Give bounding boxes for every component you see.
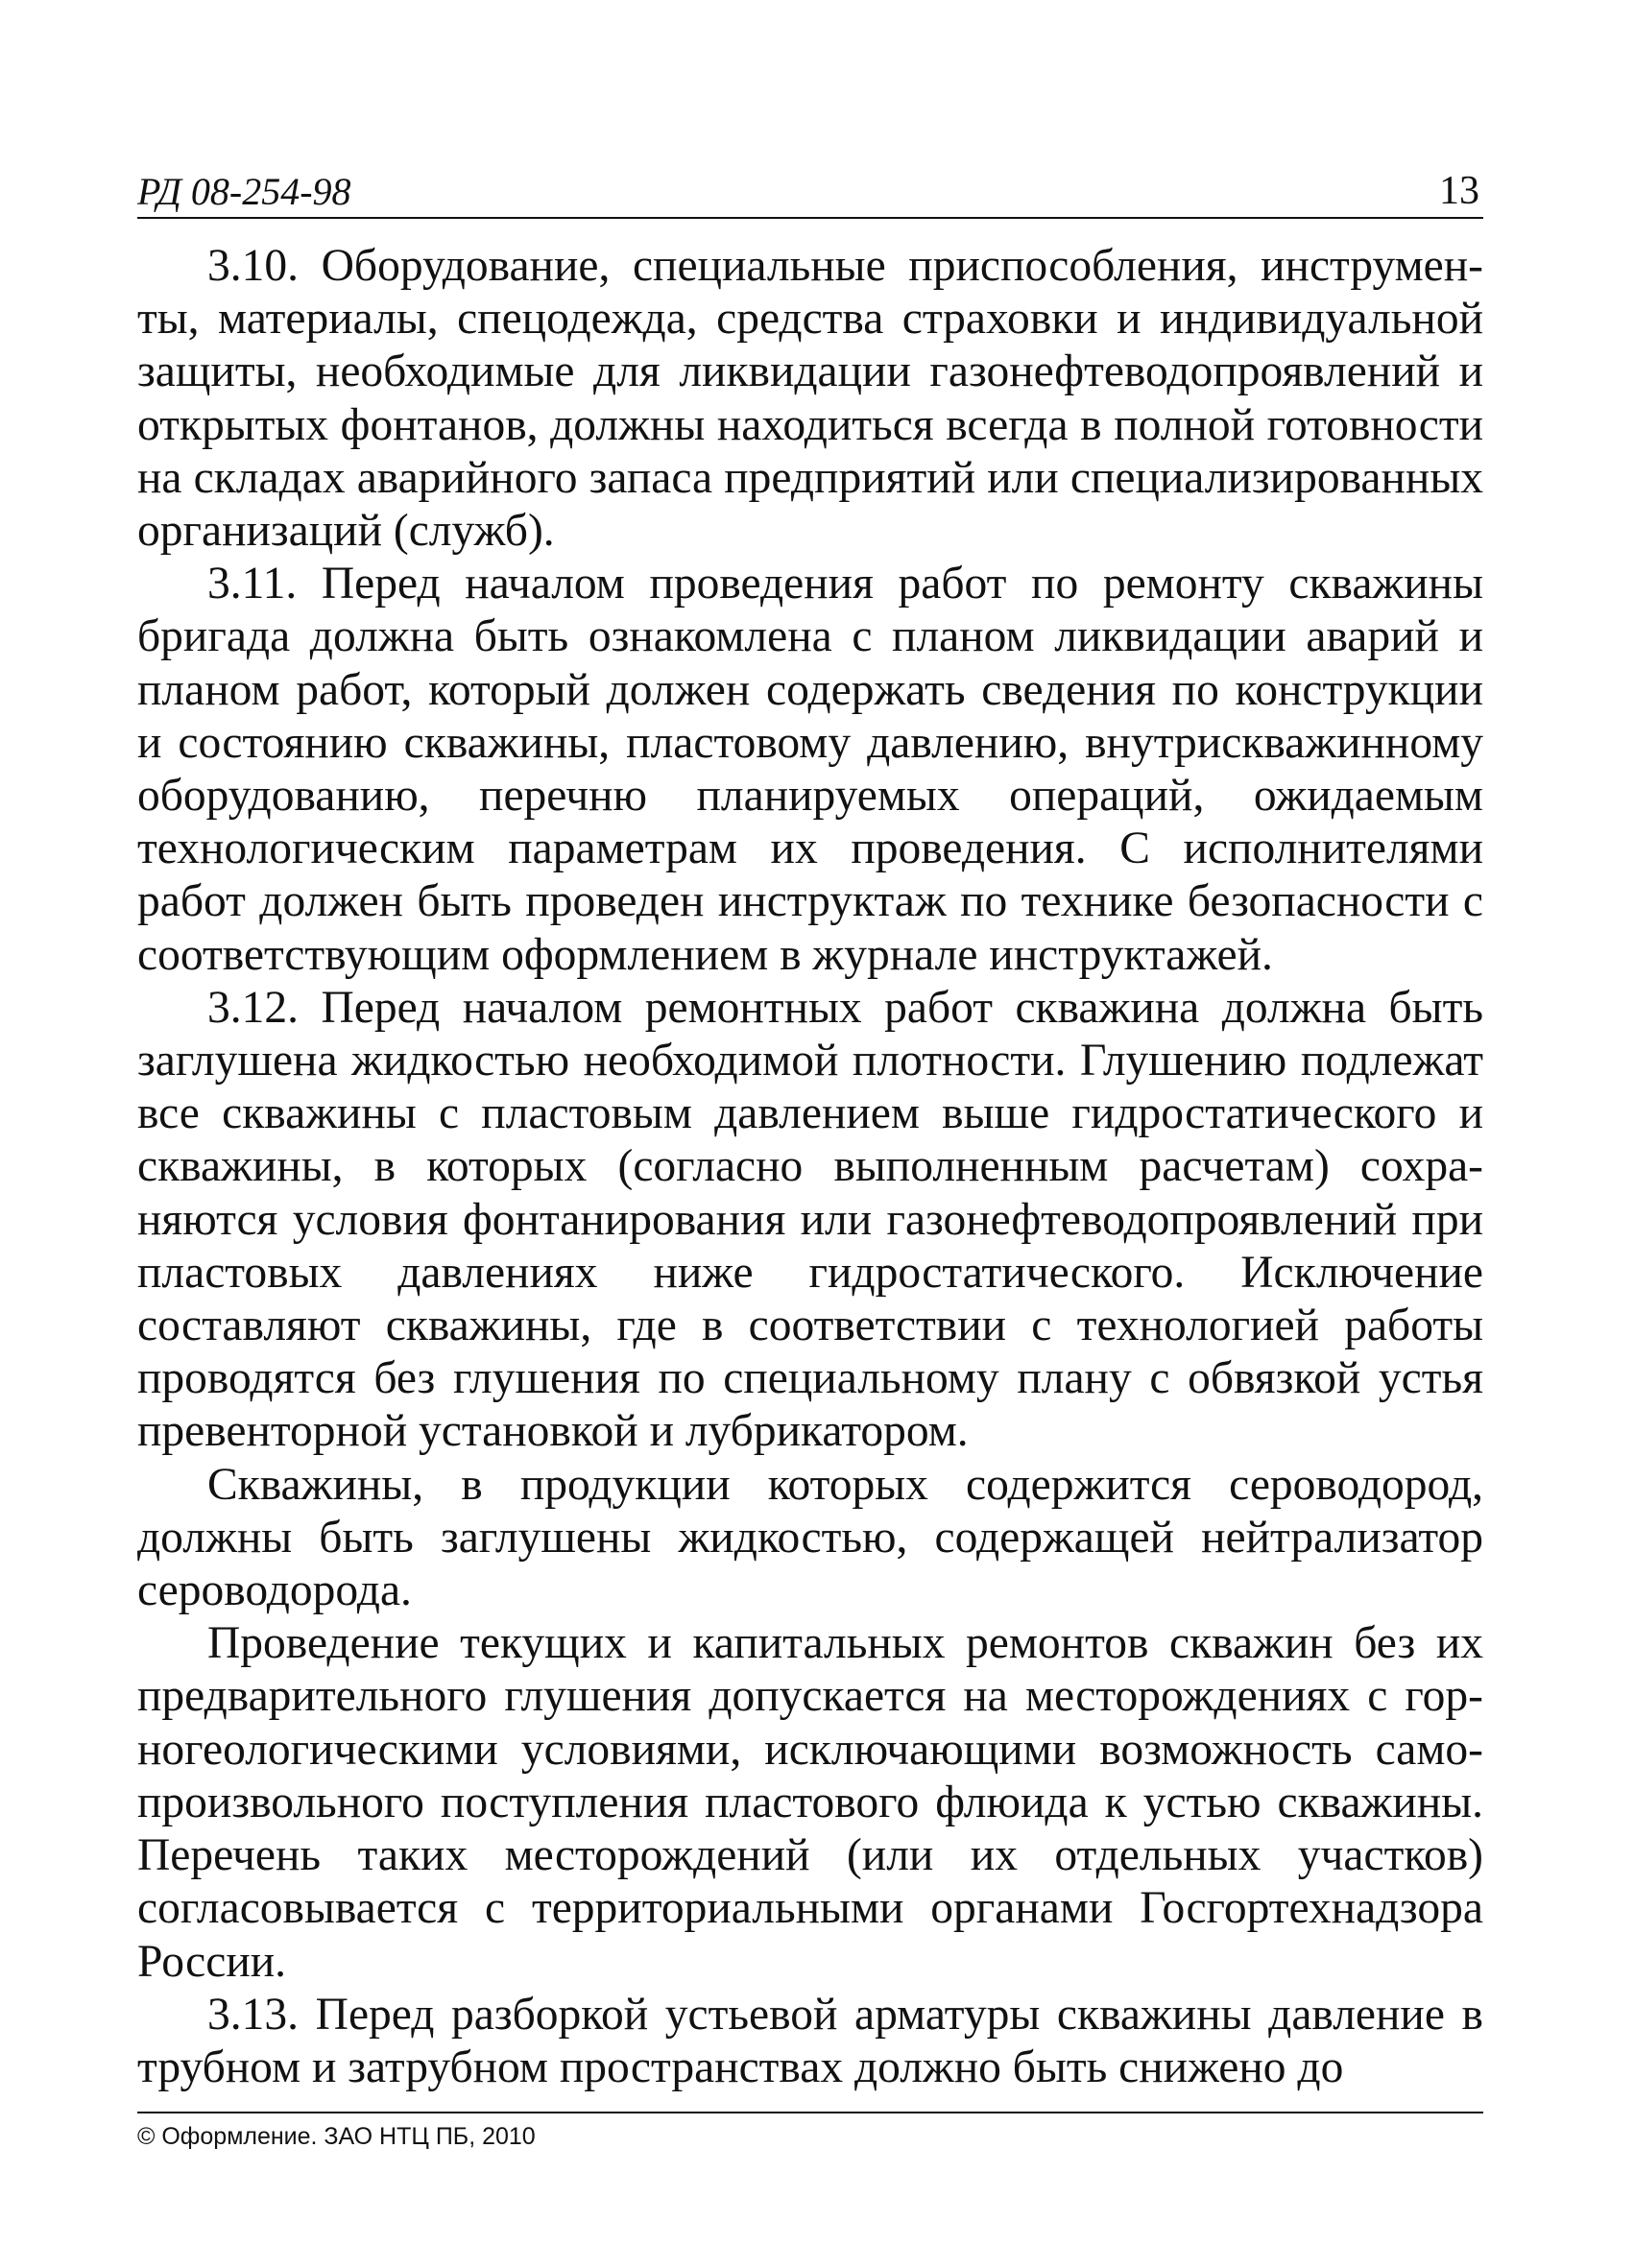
paragraph-3-12: 3.12. Перед началом ремонтных работ скважина должна быть заглушена жидкостью необходимой плотности. Глушению подлежат все скважины с пластовым давлением выше гидростатического и скважины, в которых (согласно выполненным расчетам) сохраняются условия фонтанирования или газонефтеводопроявлений при пластовых давлениях ниже гидростатического. Исключение составляют скважины, где в соответствии с технологией работы проводятся без глушения по специальному плану с обвязкой устья превенторной установкой и лубрикатором. xyxy=(137,982,1483,1457)
paragraph-hydrogen-sulfide: Скважины, в продукции которых содержится сероводород, должны быть заглушены жидкостью, содержащей нейтрализатор сероводорода. xyxy=(137,1459,1483,1616)
body-text xyxy=(137,240,1483,2094)
paragraph-3-11: 3.11. Перед началом проведения работ по ремонту скважины бригада должна быть ознакомлена с планом ликвидации аварий и планом работ, который должен содержать сведения по конструкции и состоянию скважины, пластовому давлению, внутрискважинному оборудованию, перечню планируемых операций, ожидаемым технологическим параметрам их проведения. С исполнителями работ должен быть проведен инструктаж по технике безопасности с соответствующим оформлением в журнале инструктажей. xyxy=(137,559,1483,980)
page-number: 13 xyxy=(1439,169,1479,213)
paragraph-3-10: 3.10. Оборудование, специальные приспособления, инструменты, материалы, спецодежда, средства страховки и индивидуальной защиты, необходимые для ликвидации газонефтеводопроявлений и открытых фонтанов, должны находиться всегда в полной готовности на складах аварийного запаса предприятий или специализированных организаций (служб). xyxy=(137,241,1483,557)
footer-divider xyxy=(137,2112,1483,2113)
paragraph-3-13: 3.13. Перед разборкой устьевой арматуры скважины давление в трубном и затрубном пространствах должно быть снижено до xyxy=(137,1989,1483,2092)
paragraph-repair-without-killing: Проведение текущих и капитальных ремонтов скважин без их предварительного глушения допускается на месторождениях с горногеологическими условиями, исключающими возможность самопроизвольного поступления пластового флюида к устью скважины. Перечень таких месторождений (или их отдельных участков) согласовывается с территориальными органами Госгортехнадзора России. xyxy=(137,1618,1483,1987)
running-header xyxy=(137,161,1483,219)
copyright-note: © Оформление. ЗАО НТЦ ПБ, 2010 xyxy=(137,2123,536,2150)
document-code: РД 08-254-98 xyxy=(137,170,351,213)
